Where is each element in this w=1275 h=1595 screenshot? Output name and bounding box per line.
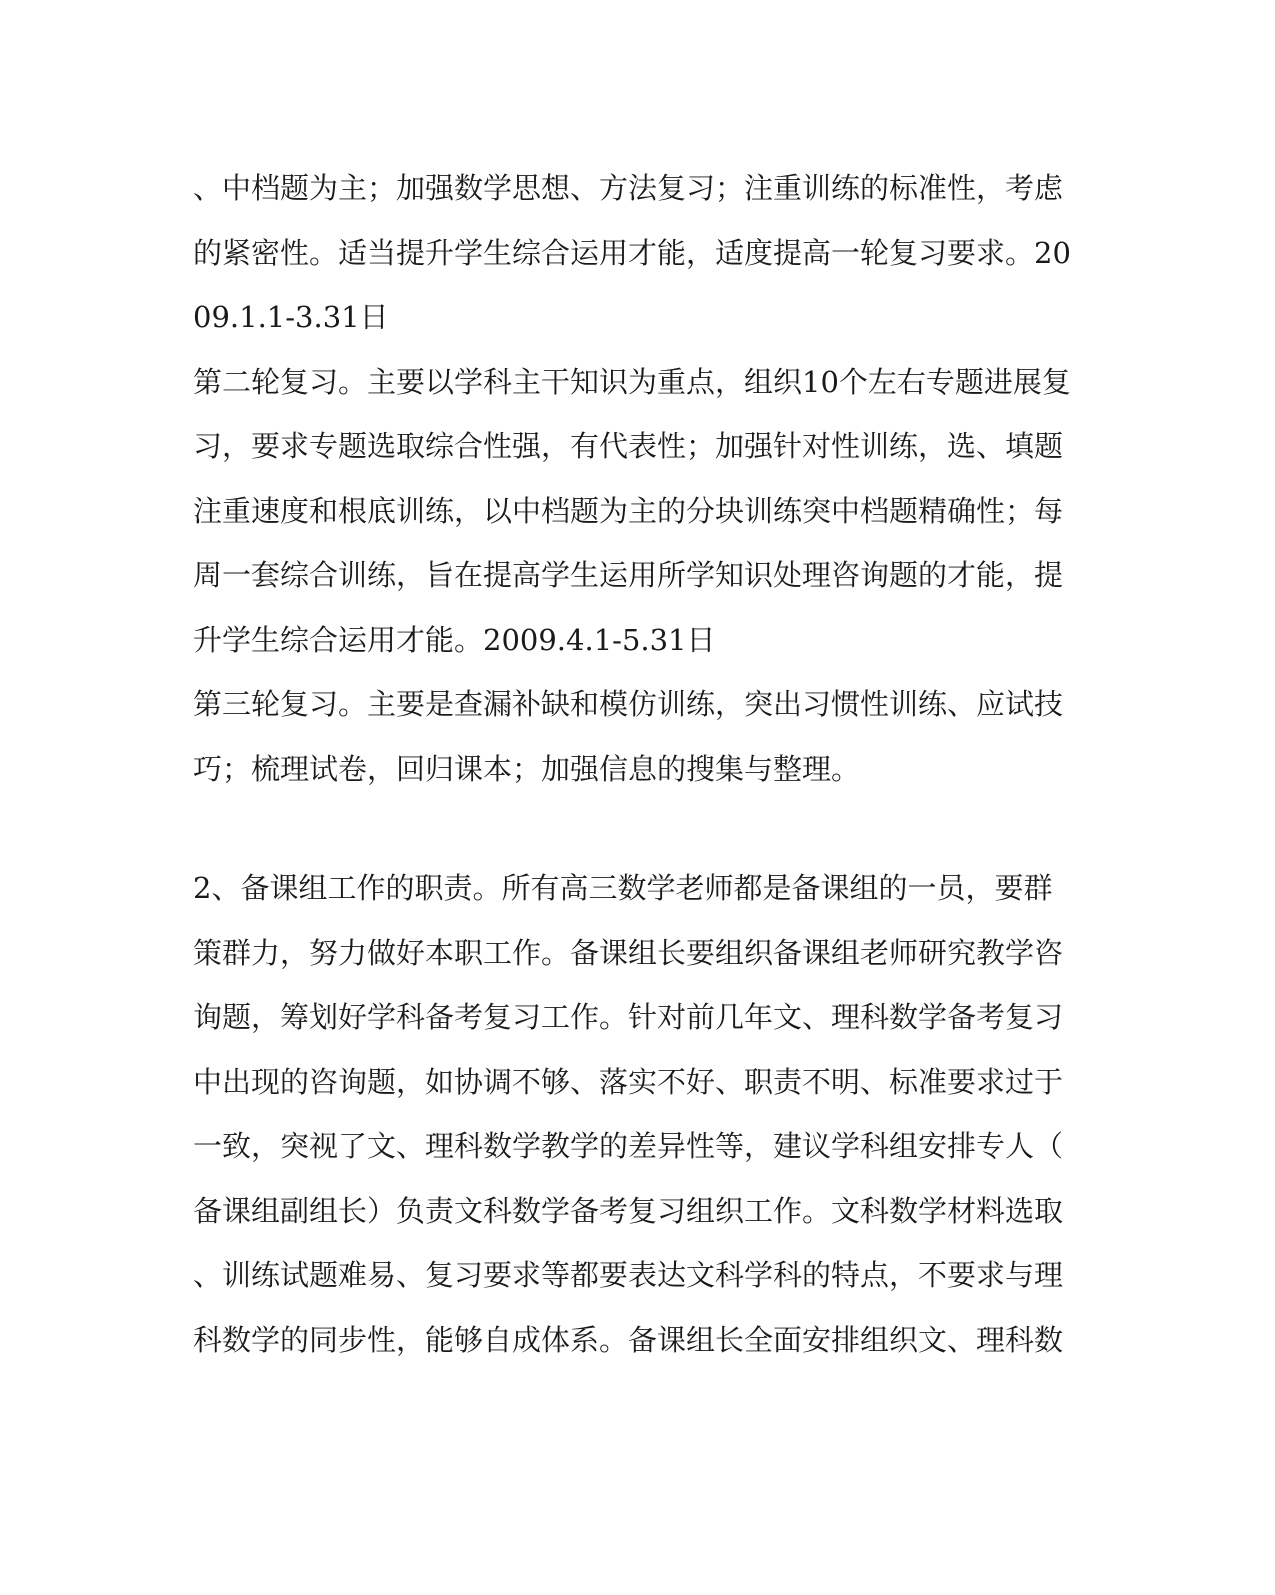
text-line: 习，要求专题选取综合性强，有代表性；加强针对性训练，选、填题 xyxy=(193,429,1064,463)
text-line: 、中档题为主；加强数学思想、方法复习；注重训练的标准性，考虑 xyxy=(193,171,1064,205)
text-line: 2、备课组工作的职责。所有高三数学老师都是备课组的一员，要群 xyxy=(193,871,1053,905)
text-line: 升学生综合运用才能。2009.4.1-5.31日 xyxy=(193,622,716,657)
text-line: 中出现的咨询题，如协调不够、落实不好、职责不明、标准要求过于 xyxy=(193,1064,1064,1099)
text-line: 第三轮复习。主要是查漏补缺和模仿训练，突出习惯性训练、应试技 xyxy=(193,687,1064,721)
text-line: 周一套综合训练，旨在提高学生运用所学知识处理咨询题的才能，提 xyxy=(193,558,1064,592)
paragraph-group-duties xyxy=(193,856,1063,1372)
text-line: 询题，筹划好学科备考复习工作。针对前几年文、理科数学备考复习 xyxy=(193,1000,1064,1034)
text-line: 巧；梳理试卷，回归课本；加强信息的搜集与整理。 xyxy=(193,751,861,786)
text-line: 09.1.1-3.31日 xyxy=(193,300,389,334)
text-line: 的紧密性。适当提升学生综合运用才能，适度提高一轮复习要求。20 xyxy=(193,235,1071,270)
text-line: 策群力，努力做好本职工作。备课组长要组织备课组老师研究教学咨 xyxy=(193,935,1064,970)
text-line: 科数学的同步性，能够自成体系。备课组长全面安排组织文、理科数 xyxy=(193,1322,1064,1357)
text-line: 备课组副组长）负责文科数学备考复习组织工作。文科数学材料选取 xyxy=(193,1193,1064,1228)
text-line: 一致，突视了文、理科数学教学的差异性等，建议学科组安排专人（ xyxy=(193,1129,1064,1163)
text-line: 第二轮复习。主要以学科主干知识为重点，组织10个左右专题进展复 xyxy=(193,364,1071,399)
text-line: 、训练试题难易、复习要求等都要表达文科学科的特点，不要求与理 xyxy=(193,1258,1064,1292)
text-line: 注重速度和根底训练，以中档题为主的分块训练突中档题精确性；每 xyxy=(193,493,1064,528)
paragraph-review-rounds xyxy=(193,156,1071,801)
